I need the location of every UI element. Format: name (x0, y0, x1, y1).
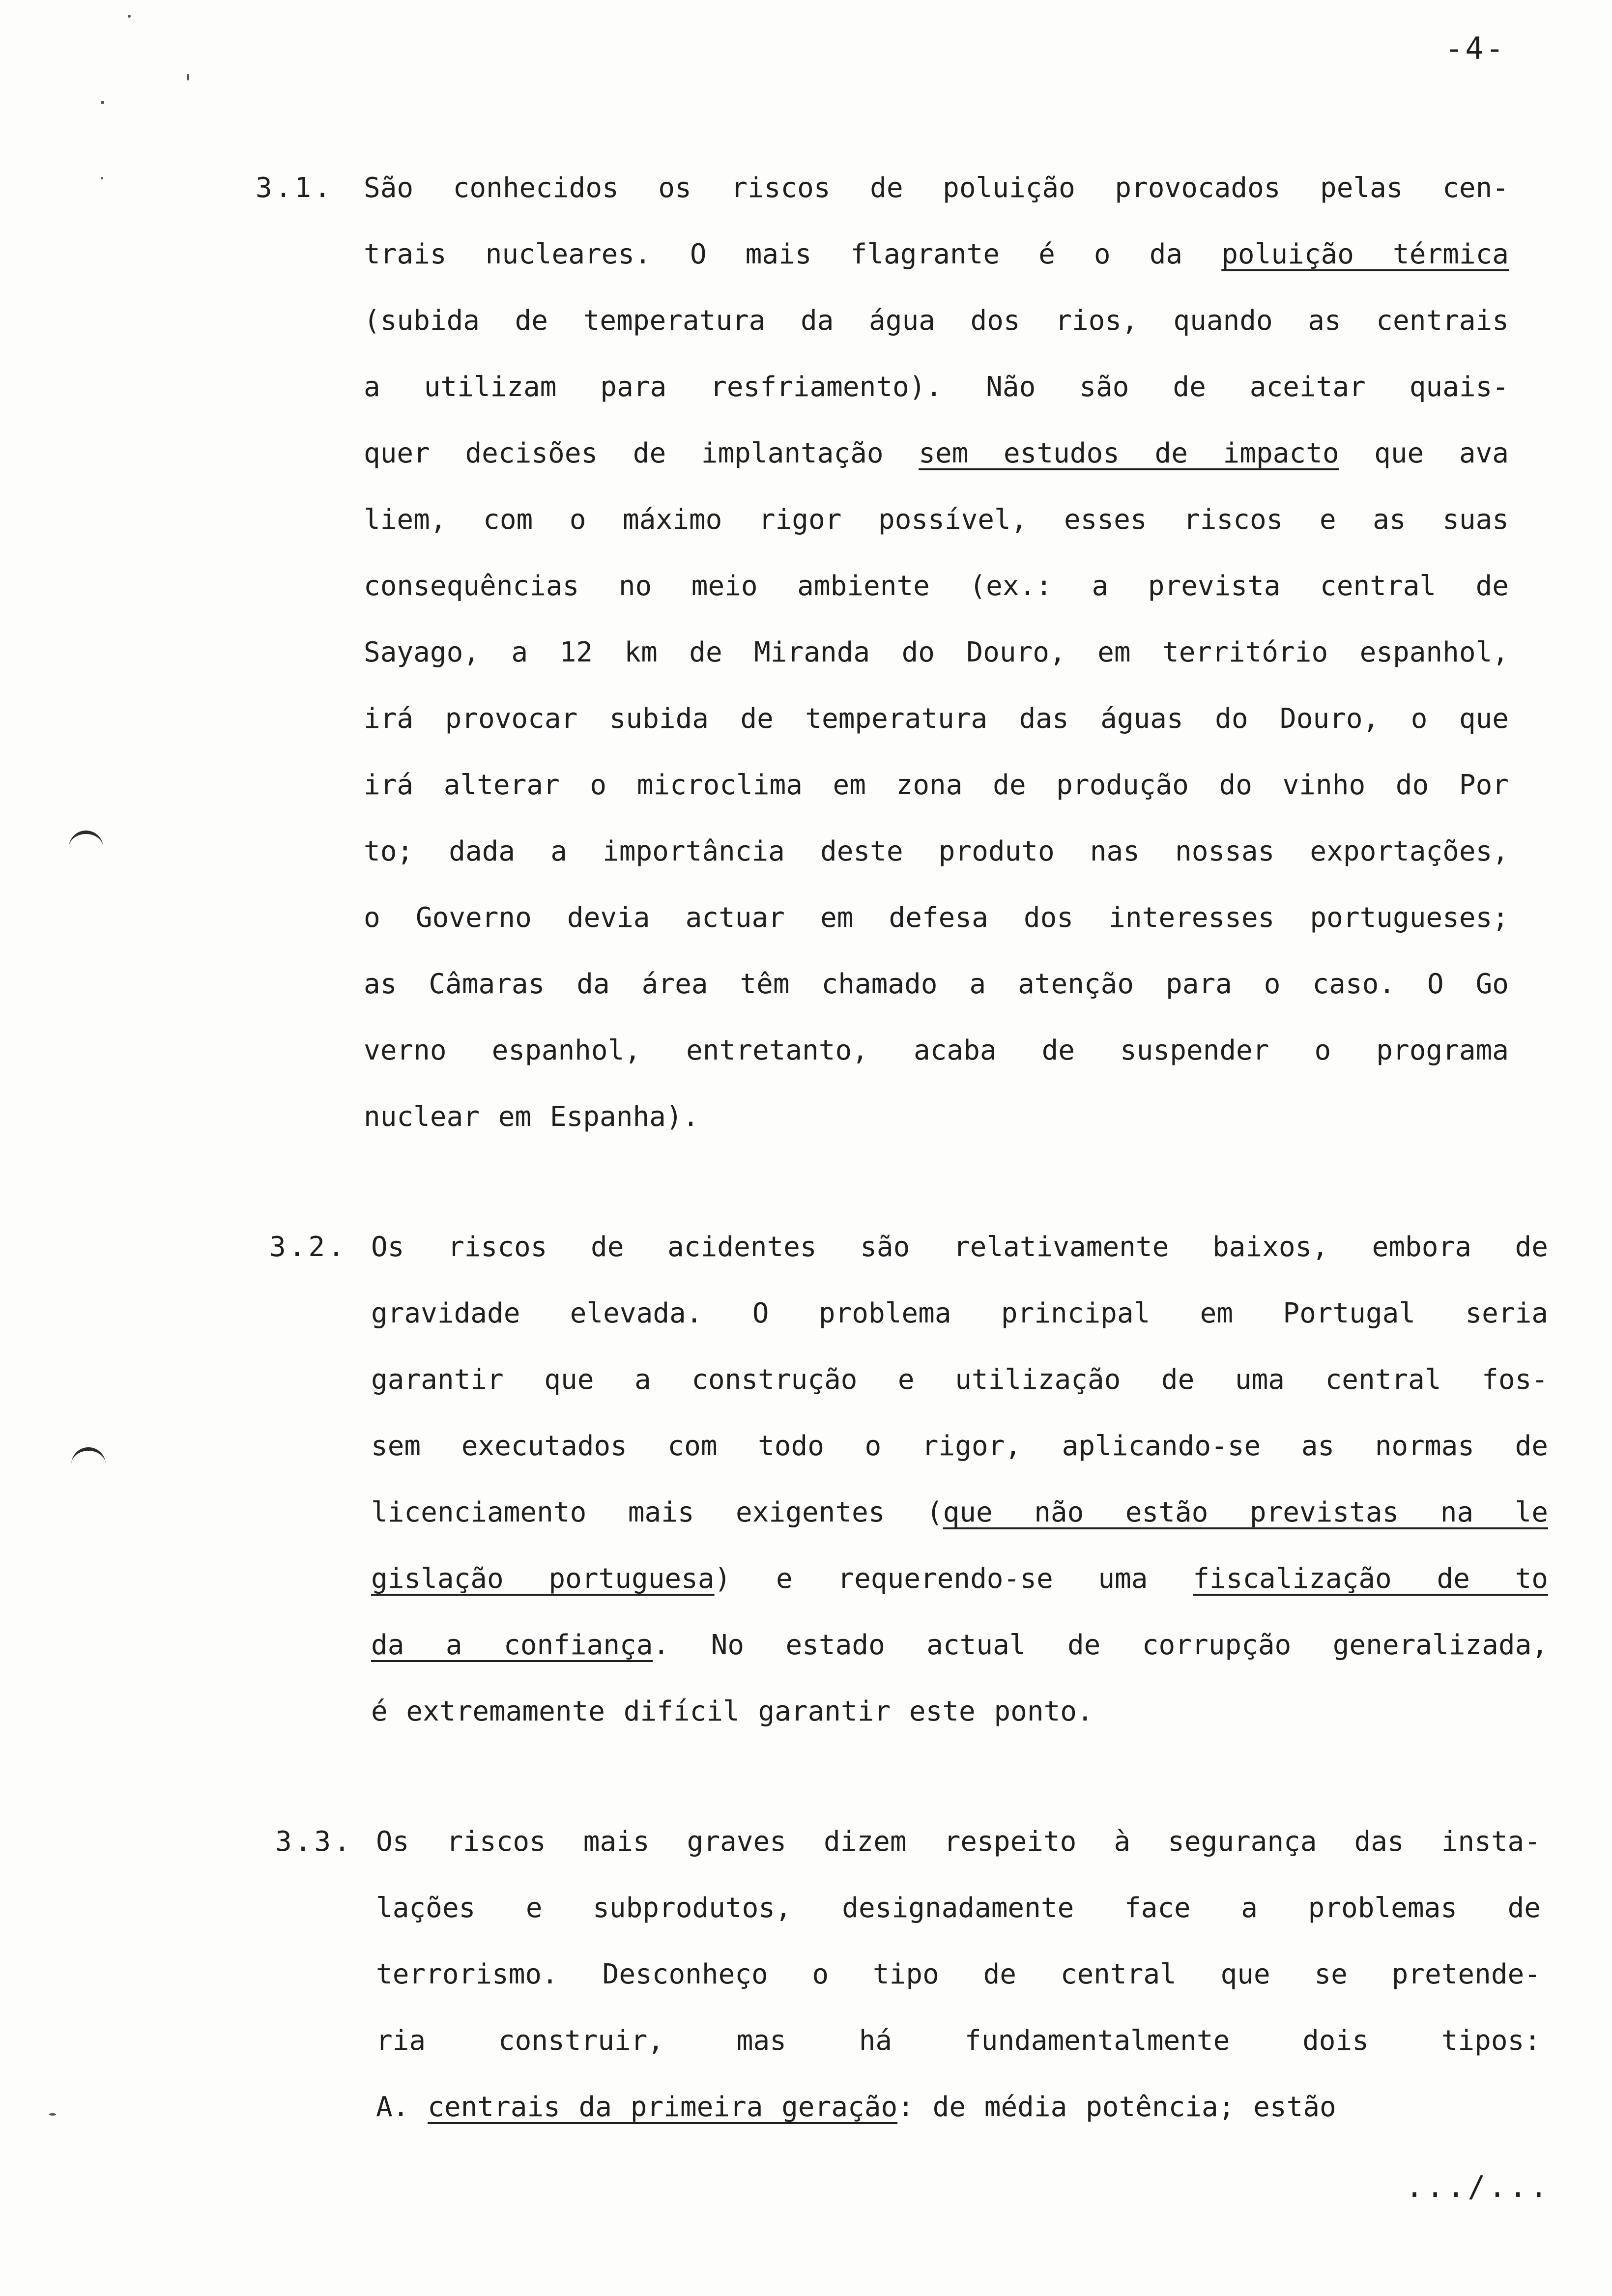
section-number: 3.1. (256, 172, 334, 204)
underlined-phrase: gislação portuguesa (371, 1563, 715, 1595)
text-line (371, 1479, 1548, 1546)
text-run: as Câmaras da área têm chamado a atenção para o caso. O Go (364, 968, 1509, 1000)
text-line (376, 2074, 1541, 2140)
continuation-mark: .../... (1406, 2170, 1551, 2204)
text-run: verno espanhol, entretanto, acaba de suspender o programa (364, 1034, 1509, 1066)
text-run: garantir que a construção e utilização de uma central fos- (371, 1364, 1548, 1396)
text-line (371, 1214, 1548, 1280)
scan-speck (187, 74, 189, 81)
text-line (376, 1941, 1541, 2008)
text-run: Os riscos mais graves dizem respeito à segurança das insta- (376, 1826, 1541, 1858)
text-line (371, 1546, 1548, 1612)
hole-punch-mark (71, 1447, 106, 1470)
text-run: nuclear em Espanha). (364, 1101, 699, 1133)
text-line (364, 287, 1509, 354)
text-line (364, 619, 1509, 686)
text-line (371, 1612, 1548, 1678)
text-run: o Governo devia actuar em defesa dos interesses portugueses; (364, 902, 1509, 934)
text-line (364, 885, 1509, 951)
text-run: ria construir, mas há fundamentalmente dois tipos: (376, 2025, 1541, 2057)
text-line (364, 155, 1509, 221)
underlined-phrase: que não estão previstas na le (943, 1496, 1548, 1528)
text-run: (subida de temperatura da água dos rios, quando as centrais (364, 305, 1509, 337)
scan-speck (101, 101, 104, 104)
text-run: . No estado actual de corrupção generalizada, (653, 1629, 1548, 1661)
text-run: quer decisões de implantação (364, 437, 919, 469)
underlined-phrase: fiscalização de to (1193, 1563, 1548, 1595)
text-run: Sayago, a 12 km de Miranda do Douro, em território espanhol, (364, 636, 1509, 668)
text-run: irá provocar subida de temperatura das águas do Douro, o que (364, 703, 1509, 735)
text-line (364, 951, 1509, 1017)
text-run: to; dada a importância deste produto nas nossas exportações, (364, 835, 1509, 867)
text-run: São conhecidos os riscos de poluição provocados pelas cen- (364, 172, 1509, 204)
page-number: -4- (1445, 30, 1506, 66)
text-run: a utilizam para resfriamento). Não são de aceitar quais- (364, 371, 1509, 403)
text-line (364, 1017, 1509, 1084)
section-paragraph (371, 1214, 1548, 1745)
underlined-phrase: centrais da primeira geração (428, 2091, 898, 2123)
text-line (364, 553, 1509, 619)
text-run: irá alterar o microclima em zona de produção do vinho do Por (364, 769, 1509, 801)
text-run: : de média potência; estão (897, 2091, 1336, 2123)
text-line (364, 686, 1509, 752)
text-run: licenciamento mais exigentes ( (371, 1496, 943, 1528)
text-run: trais nucleares. O mais flagrante é o da (364, 238, 1222, 270)
text-line (364, 221, 1509, 287)
text-run: lações e subprodutos, designadamente face a problemas de (376, 1892, 1541, 1924)
section-number: 3.2. (269, 1231, 347, 1263)
hole-punch-mark (69, 831, 103, 854)
text-run: Os riscos de acidentes são relativamente baixos, embora de (371, 1231, 1548, 1263)
text-run: terrorismo. Desconheço o tipo de central que se pretende- (376, 1958, 1541, 1990)
scan-speck (128, 15, 131, 18)
text-line (364, 818, 1509, 885)
text-line (376, 2008, 1541, 2074)
section-paragraph (376, 1808, 1541, 2140)
underlined-phrase: da a confiança (371, 1629, 653, 1661)
text-run: gravidade elevada. O problema principal em Portugal seria (371, 1297, 1548, 1329)
scan-speck (101, 177, 103, 179)
text-run: ) e requerendo-se uma (714, 1563, 1193, 1595)
text-run: que ava (1339, 437, 1509, 469)
section-number: 3.3. (275, 1826, 353, 1858)
scan-speck (49, 2113, 56, 2116)
underlined-phrase: poluição térmica (1221, 238, 1509, 270)
text-run: sem executados com todo o rigor, aplicando-se as normas de (371, 1430, 1548, 1462)
text-line (364, 487, 1509, 553)
text-line (371, 1678, 1548, 1745)
text-line (371, 1413, 1548, 1479)
text-run: é extremamente difícil garantir este ponto. (371, 1695, 1094, 1727)
text-line (364, 420, 1509, 487)
text-run: A. (376, 2091, 428, 2123)
text-run: liem, com o máximo rigor possível, esses riscos e as suas (364, 504, 1509, 536)
underlined-phrase: sem estudos de impacto (919, 437, 1339, 469)
text-line (371, 1280, 1548, 1347)
section-paragraph (364, 155, 1509, 1150)
text-line (364, 1084, 1509, 1150)
text-line (376, 1875, 1541, 1941)
text-line (364, 354, 1509, 420)
text-line (364, 752, 1509, 818)
text-line (371, 1347, 1548, 1413)
text-run: consequências no meio ambiente (ex.: a prevista central de (364, 570, 1509, 602)
text-line (376, 1808, 1541, 1875)
